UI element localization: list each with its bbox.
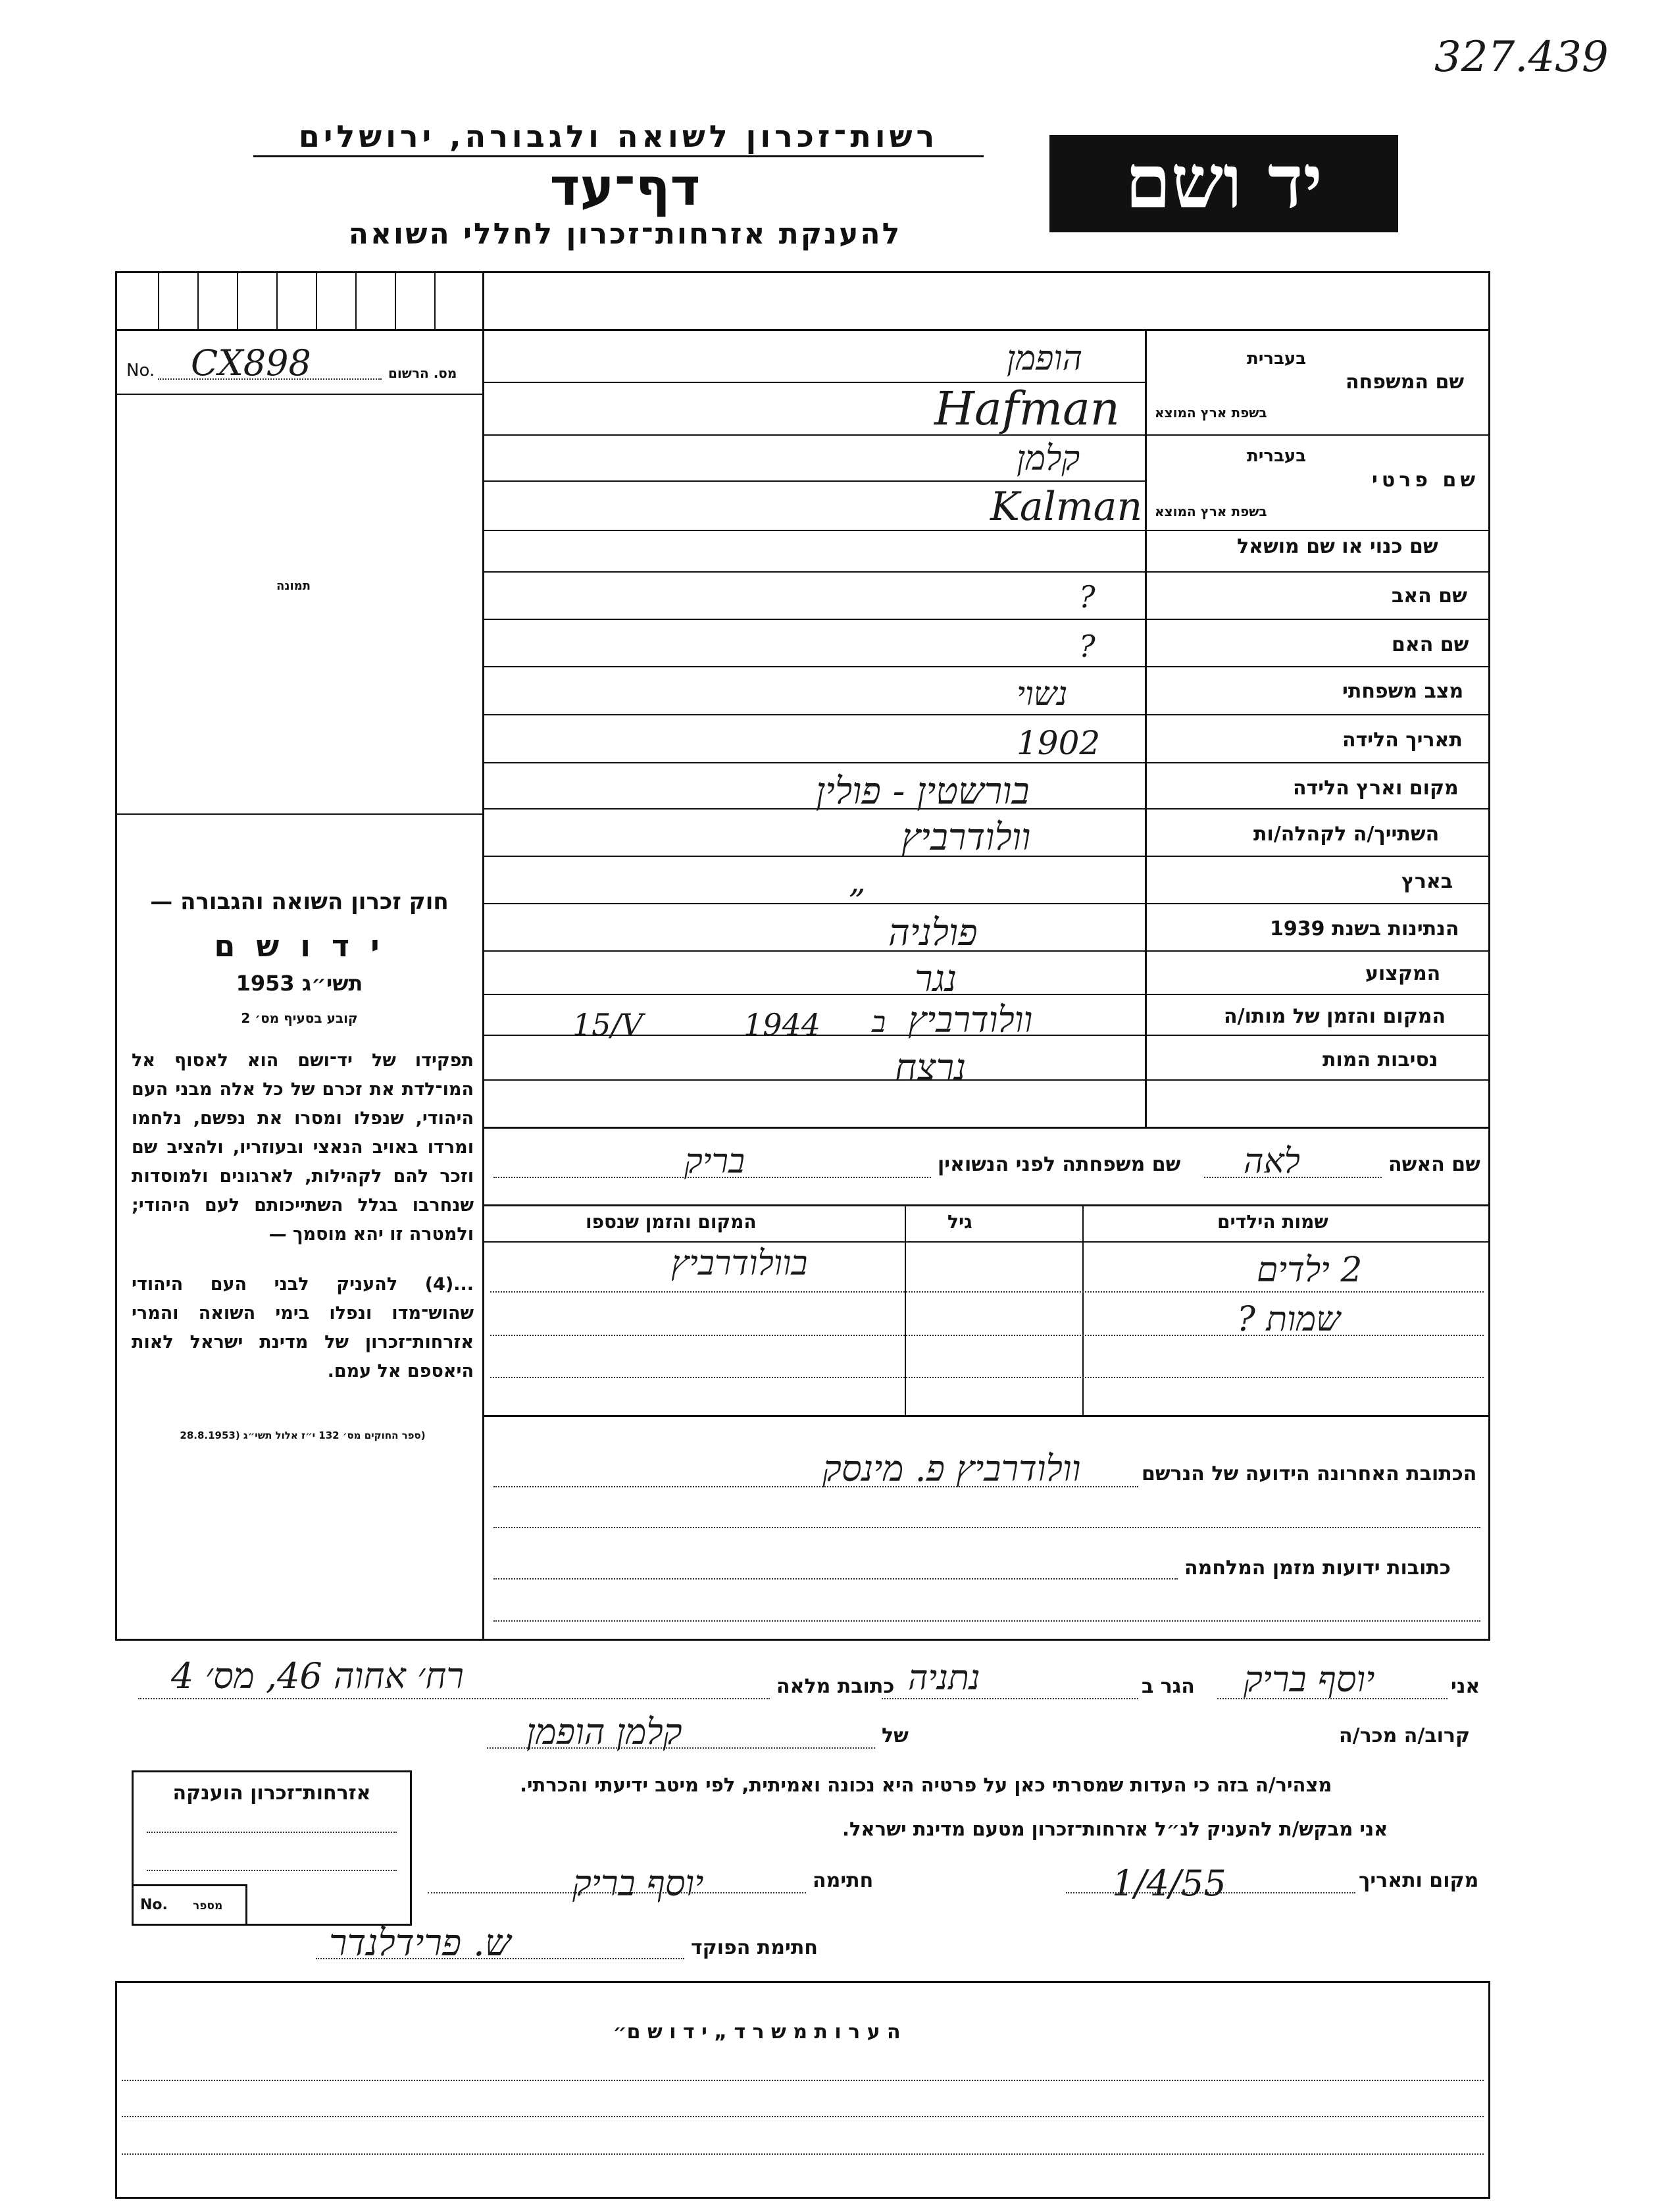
form-subtitle: להענקת אזרחות־זכרון לחללי השואה: [348, 217, 902, 251]
mother-name-value: ?: [1079, 629, 1095, 664]
office-notes-top: [115, 1981, 1490, 1983]
signature-value: יוסף בריק: [572, 1863, 704, 1904]
row-line: [482, 950, 1489, 952]
tick-box: [434, 271, 436, 329]
profession-value: נגר: [915, 958, 957, 1000]
citizenship-1939-value: פולניה: [888, 912, 978, 954]
first-name-origin-label: בשפת ארץ המוצא: [1155, 503, 1267, 519]
resides-in-label: הגר ב: [1142, 1675, 1195, 1698]
last-address-line-2: [493, 1527, 1480, 1528]
relative-label: קרוב/ה מכר/ה: [1339, 1724, 1471, 1747]
declarant-address: רח׳ אחוה 46, מס׳ 4: [171, 1655, 464, 1697]
birth-place-label: מקום וארץ הלידה: [1293, 777, 1459, 800]
death-circumstances-label: נסיבות המות: [1322, 1048, 1438, 1071]
age-header: גיל: [947, 1211, 972, 1233]
citizenship-1939-label: הנתינות בשנת 1939: [1270, 917, 1459, 940]
death-place-value: וולודרביץ: [908, 999, 1033, 1041]
citizenship-no-prefix: No.: [140, 1897, 168, 1913]
request-text: אני מבקש/ת להעניק לנ״ל אזרחות־זכרון מטעם מדינת ישראל.: [842, 1818, 1388, 1840]
officer-signature-value: ש. פרידלנדר: [329, 1922, 511, 1965]
section-line: [482, 1204, 1489, 1206]
label-column-divider: [1145, 329, 1147, 1127]
resides-line: [882, 1698, 1138, 1699]
country-label: בארץ: [1401, 870, 1453, 893]
tick-box: [276, 271, 278, 329]
photo-bottom-line: [115, 813, 484, 815]
box-row-line: [115, 329, 1490, 331]
tick-box: [395, 271, 396, 329]
children-header-line: [482, 1241, 1489, 1243]
tick-box: [197, 271, 199, 329]
officer-signature-label: חתימת הפוקד: [691, 1936, 818, 1959]
citizenship-granted-box: [132, 1770, 412, 1926]
yad-vashem-logo: [1049, 135, 1398, 232]
row-line: [482, 666, 1489, 667]
last-address-label: הכתובת האחרונה הידועה של הנרשם: [1142, 1462, 1477, 1485]
tick-box: [158, 271, 159, 329]
full-address-label: כתובת מלאה: [776, 1675, 895, 1698]
citizenship-box-line: [147, 1832, 397, 1833]
logo-text: יד ושם: [1124, 139, 1323, 225]
law-text-1: תפקידו של יד־ושם הוא לאסוף אל המו־לדת את זכרם של כל אלה מבני העם היהודי, שנפלו ומסרו את נפשם, נלחמו ומרדו באויב הנאצי ובעוזריו, ולהציב שם וזכר להם לקהילות, לארגונים ולמוסדות שנחרבו בגלל השתייכותם לעם היהודי; ולמטרה זו יהא מוסמך —: [132, 1050, 474, 1245]
family-name-hebrew-value: הופמן: [1007, 339, 1083, 378]
children-row-line: [490, 1377, 1484, 1378]
full-address-line: [138, 1698, 770, 1699]
child-1-perished: בוולודרביץ: [671, 1244, 808, 1283]
notes-line: [122, 2116, 1484, 2117]
section-line: [482, 1415, 1489, 1417]
registration-line: [115, 394, 484, 395]
citizenship-number-label: מספר: [193, 1899, 223, 1913]
wartime-addresses-line: [493, 1578, 1178, 1580]
wife-maiden-value: בריק: [684, 1142, 745, 1181]
death-date-year: 1944: [743, 1007, 821, 1042]
left-column-divider: [482, 271, 484, 1640]
row-line: [482, 994, 1489, 995]
community-label: השתייך/ה לקהלה/ות: [1253, 823, 1440, 846]
death-date-day: 15/V: [572, 1007, 643, 1042]
death-circumstances-value: נרצח: [895, 1046, 967, 1089]
last-address-value: וולודרביץ פ. מינסק: [822, 1448, 1081, 1489]
law-name: י ד ו ש ם: [214, 928, 385, 964]
first-name-hebrew-value: קלמן: [1017, 439, 1080, 478]
child-2-name: שמות ?: [1237, 1300, 1341, 1339]
declarant-label: אני: [1451, 1675, 1480, 1698]
notes-frame-bottom: [115, 2197, 1490, 2199]
mother-name-label: שם האם: [1392, 633, 1469, 656]
marital-status-value: נשוי: [1017, 675, 1068, 713]
registration-number: CX898: [191, 342, 311, 384]
law-year: תשי״ג 1953: [236, 971, 363, 996]
father-name-value: ?: [1079, 579, 1095, 615]
tick-box: [316, 271, 317, 329]
children-row-line: [490, 1291, 1484, 1293]
children-col-divider: [1082, 1204, 1084, 1416]
notes-line: [122, 2153, 1484, 2155]
no-prefix: No.: [126, 361, 155, 380]
row-line: [482, 480, 1145, 482]
nickname-label: שם כנוי או שם מושאל: [1237, 535, 1438, 558]
wartime-addresses-label: כתובות ידועות מזמן המלחמה: [1184, 1556, 1451, 1580]
law-citation: (ספר החוקים מס׳ 132 י״ז אלול תשי״ג (28.8.1953: [180, 1429, 426, 1441]
citizenship-box-line: [147, 1870, 397, 1871]
children-col-divider: [905, 1204, 906, 1416]
birth-place-value: בורשטין - פולין: [816, 770, 1030, 813]
place-date-label: מקום ותאריך: [1359, 1869, 1479, 1892]
frame-top: [115, 271, 1490, 273]
family-name-origin-label: בשפת ארץ המוצא: [1155, 405, 1267, 421]
profession-label: המקצוע: [1365, 962, 1441, 985]
place-time-perished-header: המקום והזמן שנספו: [586, 1211, 757, 1233]
first-name-label: שם פרטי: [1372, 469, 1480, 492]
declarant-city: נתניה: [908, 1659, 980, 1698]
statement-text: מצהיר/ה בזה כי העדות שמסרתי כאן על פרטיה היא נכונה ואמיתית, לפי מיטב ידיעתי והכרתי.: [520, 1774, 1332, 1796]
frame-right: [1488, 271, 1490, 1640]
of-label: של: [882, 1724, 909, 1747]
form-title: דף־עד: [549, 158, 701, 217]
first-name-hebrew-label: בעברית: [1247, 446, 1307, 466]
death-place-time-label: המקום והזמן של מותו/ה: [1224, 1005, 1446, 1028]
tick-box: [237, 271, 238, 329]
declarant-name: יוסף בריק: [1244, 1659, 1375, 1700]
office-notes-title: ה ע ר ו ת מ ש ר ד „ י ד ו ש ם״: [613, 2020, 901, 2044]
father-name-label: שם האב: [1392, 584, 1467, 607]
signature-label: חתימה: [813, 1869, 874, 1892]
row-line: [482, 903, 1489, 904]
authority-underline: [253, 155, 984, 157]
marital-status-label: מצב משפחתי: [1342, 680, 1464, 703]
place-date-value: 1/4/55: [1112, 1863, 1226, 1904]
children-names-header: שמות הילדים: [1217, 1211, 1328, 1233]
relation-of-value: קלמן הופמן: [526, 1711, 682, 1753]
birth-date-value: 1902: [1017, 724, 1101, 762]
archive-number: 327.439: [1434, 33, 1609, 82]
section-line: [482, 1127, 1489, 1129]
law-clause: קובע בסעיף מס׳ 2: [241, 1010, 358, 1026]
frame-left: [115, 271, 117, 1640]
family-name-hebrew-label: בעברית: [1247, 349, 1307, 369]
citizenship-number-cell: [134, 1884, 247, 1926]
registration-label: מס. הרשום: [388, 365, 457, 381]
citizenship-box-title: אזרחות־זכרון הוענקה: [172, 1782, 371, 1805]
death-date-prefix: ב: [872, 1006, 886, 1039]
row-line: [482, 762, 1489, 763]
child-1-name: 2 ילדים: [1257, 1250, 1363, 1290]
law-text-2: ...(4) להעניק לבני העם היהודי שהוש־מדו ונפלו בימי השואה והמרי אזרחות־זכרון של מדינת ישראל לאות היאספם אל עמם.: [132, 1274, 474, 1381]
birth-date-label: תאריך הלידה: [1342, 729, 1463, 752]
photo-label: תמונה: [276, 579, 311, 593]
row-line: [482, 1079, 1489, 1081]
notes-line: [122, 2080, 1484, 2081]
tick-box: [355, 271, 357, 329]
row-line: [482, 530, 1489, 531]
wartime-addresses-line-2: [493, 1620, 1480, 1622]
law-title: חוק זכרון השואה והגבורה —: [150, 888, 449, 915]
row-line: [482, 619, 1489, 620]
community-value: וולודרביץ: [901, 816, 1031, 859]
family-name-origin-value: Hafman: [934, 382, 1120, 436]
country-value: „: [849, 862, 866, 900]
first-name-origin-value: Kalman: [990, 484, 1143, 530]
wife-name-value: לאה: [1244, 1142, 1300, 1181]
notes-frame-right: [1488, 1981, 1490, 2198]
frame-mid-bottom: [115, 1639, 1490, 1641]
family-name-label: שם המשפחה: [1346, 371, 1465, 394]
authority-title: רשות־זכרון לשואה ולגבורה, ירושלים: [298, 118, 939, 154]
wife-maiden-label: שם משפחתה לפני הנשואין: [938, 1153, 1181, 1176]
notes-frame-left: [115, 1981, 117, 2198]
row-line: [482, 571, 1489, 573]
row-line: [482, 714, 1489, 715]
wife-name-label: שם האשה: [1388, 1153, 1480, 1176]
